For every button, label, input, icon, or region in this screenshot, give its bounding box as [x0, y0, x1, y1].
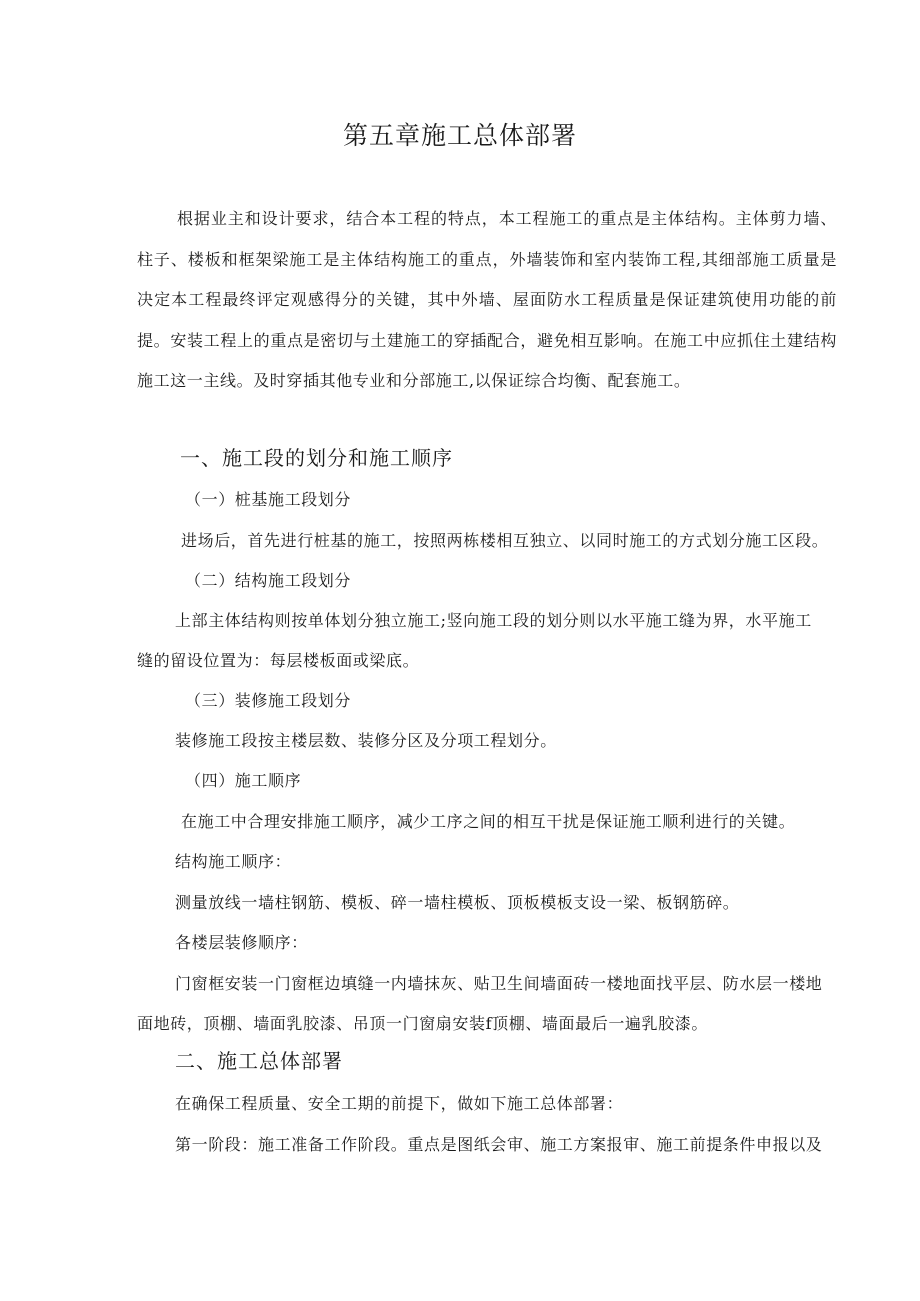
- subsection-3-heading: （三）装修施工段划分: [185, 691, 352, 710]
- subsection-3-text: 装修施工段按主楼层数、装修分区及分项工程划分。: [175, 731, 557, 750]
- decoration-order-line-2: 面地砖，顶棚、墙面乳胶漆、吊顶一门窗扇安装f顶棚、墙面最后一遍乳胶漆。: [137, 1014, 708, 1033]
- chapter-title: 第五章施工总体部署: [342, 121, 577, 150]
- intro-paragraph: 根据业主和设计要求，结合本工程的特点，本工程施工的重点是主体结构。主体剪力墙、柱子、楼板和框架梁施工是主体结构施工的重点，外墙装饰和室内装饰工程,其细部施工质量是决定本工程最终评定观感得分的关键，其中外墙、屋面防水工程质量是保证建筑使用功能的前提。安装工程上的重点是密切与土建施工的穿插配合，避免相互影响。在施工中应抓住土建结构施工这一主线。及时穿插其他专业和分部施工,以保证综合均衡、配套施工。: [137, 209, 837, 390]
- decoration-order-label: 各楼层装修顺序：: [175, 933, 308, 952]
- subsection-2-heading: （二）结构施工段划分: [185, 571, 352, 590]
- subsection-2-text-line-1: 上部主体结构则按单体划分独立施工;竖向施工段的划分则以水平施工缝为界，水平施工: [175, 611, 812, 630]
- section-2-text: 在确保工程质量、安全工期的前提下，做如下施工总体部署：: [175, 1094, 624, 1113]
- subsection-1-heading: （一）桩基施工段划分: [185, 490, 352, 509]
- section-1-heading: 一、施工段的划分和施工顺序: [180, 446, 453, 470]
- decoration-order-line-1: 门窗框安装一门窗框边填缝一内墙抹灰、贴卫生间墙面砖一楼地面找平层、防水层一楼地: [175, 974, 823, 993]
- subsection-4-heading: （四）施工顺序: [185, 771, 302, 790]
- structure-order-label: 结构施工顺序：: [175, 852, 292, 871]
- subsection-2-text-line-2: 缝的留设位置为：每层楼板面或梁底。: [137, 651, 420, 670]
- subsection-1-text: 进场后，首先进行桩基的施工，按照两栋楼相互独立、以同时施工的方式划分施工区段。: [181, 531, 829, 550]
- structure-order-text: 测量放线一墙柱钢筋、模板、碎一墙柱模板、顶板模板支设一梁、板钢筋碎。: [175, 893, 740, 912]
- section-2-heading: 二、施工总体部署: [175, 1049, 343, 1073]
- subsection-4-text: 在施工中合理安排施工顺序，减少工序之间的相互干扰是保证施工顺利进行的关键。: [181, 812, 796, 831]
- phase-1-text: 第一阶段：施工准备工作阶段。重点是图纸会审、施工方案报审、施工前提条件申报以及: [175, 1135, 823, 1154]
